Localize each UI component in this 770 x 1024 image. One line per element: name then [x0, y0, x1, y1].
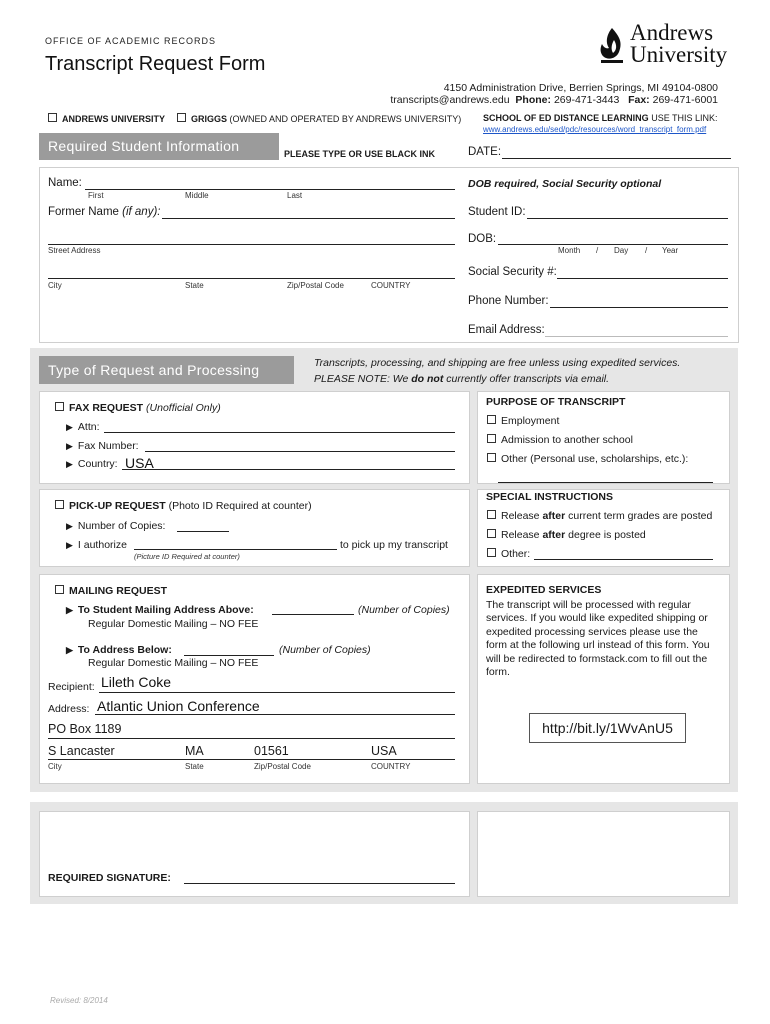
purpose-other-label: Other (Personal use, scholarships, etc.): — [501, 453, 689, 465]
ink-note: PLEASE TYPE OR USE BLACK INK — [284, 149, 436, 159]
copies-label: ▶ Number of Copies: — [66, 520, 165, 532]
name-field[interactable] — [85, 189, 455, 190]
contact-email: transcripts@andrews.edu — [390, 94, 510, 106]
email-address-label: Email Address: — [468, 324, 545, 336]
purpose-other-checkbox[interactable] — [487, 453, 688, 465]
purpose-admission-checkbox[interactable] — [487, 434, 633, 446]
flame-icon — [597, 26, 627, 66]
to-student-copies-field[interactable] — [272, 614, 354, 615]
address-line2-field[interactable] — [48, 738, 455, 739]
andrews-logo — [597, 22, 732, 72]
recipient-field[interactable] — [99, 692, 455, 693]
office-label: OFFICE OF ACADEMIC RECORDS — [45, 36, 217, 46]
former-name-note: (if any): — [122, 206, 161, 218]
special-title: SPECIAL INSTRUCTIONS — [486, 491, 613, 503]
phone-number-field[interactable] — [550, 307, 728, 308]
date-field[interactable] — [502, 158, 731, 159]
dob-slash-2: / — [645, 246, 648, 255]
pickup-request-checkbox[interactable] — [55, 500, 312, 512]
fax-country-label: ▶ Country: — [66, 458, 118, 470]
dob-year-label: Year — [662, 246, 679, 255]
contact-line — [390, 94, 718, 106]
email-address-field[interactable] — [545, 336, 728, 337]
name-middle-label: Middle — [185, 191, 209, 200]
dob-slash-1: / — [596, 246, 599, 255]
purpose-admission-label: Admission to another school — [501, 434, 633, 446]
address-line: 4150 Administration Drive, Berrien Springs, MI 49104-0800 — [443, 82, 718, 94]
release-term-pre: Release — [501, 510, 543, 522]
signature-panel — [39, 811, 470, 897]
special-other-label: Other: — [501, 548, 531, 560]
former-name-text: Former Name — [48, 206, 119, 218]
fax-country-value: USA — [125, 455, 154, 471]
pickup-request-note: (Photo ID Required at counter) — [168, 500, 312, 512]
street-address-label: Street Address — [48, 246, 101, 255]
to-below-copies-field[interactable] — [184, 655, 274, 656]
purpose-employment-label: Employment — [501, 415, 560, 427]
fax-request-checkbox[interactable] — [55, 402, 221, 414]
fax-value: 269-471-6001 — [652, 94, 718, 106]
fax-number-label: ▶ Fax Number: — [66, 440, 139, 452]
fax-request-label: FAX REQUEST — [69, 402, 144, 414]
office-use-panel — [477, 811, 730, 897]
student-info-panel — [39, 167, 739, 343]
release-degree-bold: after — [542, 529, 566, 541]
dob-label: DOB: — [468, 233, 497, 245]
free-note: Transcripts, processing, and shipping are free unless using expedited services. — [314, 357, 681, 369]
email-note-post: currently offer transcripts via email. — [443, 373, 610, 385]
mail-zip-value: 01561 — [254, 744, 289, 758]
page-title: Transcript Request Form — [45, 53, 266, 75]
address-line2-value: PO Box 1189 — [48, 722, 122, 736]
country-label: COUNTRY — [371, 281, 411, 290]
authorize-post: to pick up my transcript — [340, 539, 448, 551]
request-header: Type of Request and Processing — [39, 356, 294, 384]
logo-text-university: University — [630, 42, 728, 67]
zip-label: Zip/Postal Code — [287, 281, 344, 290]
fax-label: Fax: — [628, 94, 650, 106]
dob-day-label: Day — [614, 246, 629, 255]
logo-text-andrews: Andrews — [630, 20, 714, 45]
special-other-checkbox[interactable] — [487, 548, 530, 560]
student-id-label: Student ID: — [468, 206, 526, 218]
expedited-link-button[interactable]: http://bit.ly/1WvAnU5 — [529, 713, 686, 743]
name-label: Name: — [48, 177, 82, 189]
city-label: City — [48, 281, 62, 290]
date-label: DATE: — [468, 146, 502, 158]
authorize-field[interactable] — [134, 549, 337, 550]
authorize-label: ▶ I authorize — [66, 539, 127, 551]
mailing-request-checkbox[interactable] — [55, 585, 167, 597]
address-value: Atlantic Union Conference — [97, 698, 260, 714]
to-below-label: ▶ To Address Below: — [66, 644, 172, 656]
signature-label: REQUIRED SIGNATURE: — [48, 872, 171, 884]
release-term-post: current term grades are posted — [565, 510, 713, 522]
address-field[interactable] — [95, 714, 455, 715]
email-note — [314, 373, 609, 385]
phone-label: Phone: — [515, 94, 552, 106]
griggs-label: GRIGGS — [191, 114, 228, 124]
revised-date: Revised: 8/2014 — [50, 996, 108, 1005]
fax-number-field[interactable] — [145, 451, 455, 452]
griggs-note: (OWNED AND OPERATED BY ANDREWS UNIVERSITY) — [229, 114, 462, 124]
mail-zip-label: Zip/Postal Code — [254, 762, 311, 771]
release-degree-post: degree is posted — [565, 529, 646, 541]
mail-country-label: COUNTRY — [371, 762, 411, 771]
recipient-label: Recipient: — [48, 681, 95, 693]
fax-country-field[interactable] — [122, 469, 455, 470]
fax-request-note: (Unofficial Only) — [146, 402, 221, 414]
dob-month-label: Month — [558, 246, 581, 255]
address-label: Address: — [48, 703, 90, 715]
name-last-label: Last — [287, 191, 303, 200]
street-address-field[interactable] — [48, 244, 455, 245]
purpose-other-field[interactable] — [498, 482, 713, 483]
ssn-field[interactable] — [557, 278, 728, 279]
attn-field[interactable] — [104, 432, 455, 433]
mail-state-value: MA — [185, 744, 204, 758]
student-info-header: Required Student Information — [39, 133, 279, 160]
email-note-pre: PLEASE NOTE: We — [314, 373, 412, 385]
andrews-checkbox[interactable] — [48, 113, 165, 124]
expedited-title: EXPEDITED SERVICES — [486, 584, 602, 596]
former-name-field[interactable] — [162, 218, 455, 219]
release-term-checkbox[interactable] — [487, 510, 712, 522]
sedl-note: USE THIS LINK: — [651, 113, 718, 123]
to-below-copies-note: (Number of Copies) — [279, 644, 371, 656]
mail-country-value: USA — [371, 744, 397, 758]
pickup-request-label: PICK-UP REQUEST — [69, 500, 166, 512]
to-below-regular: Regular Domestic Mailing – NO FEE — [88, 657, 259, 669]
dob-required-note: DOB required, Social Security optional — [468, 178, 662, 190]
state-label: State — [185, 281, 204, 290]
sedl-label: SCHOOL OF ED DISTANCE LEARNING — [483, 113, 649, 123]
sedl-line — [483, 113, 718, 123]
expedited-body: The transcript will be processed with regular services. If you would like expedited shipping or expedited processing services please use the form at the following url instead of this form. You will be redirected to formstack.com to fill out the form. — [486, 599, 710, 679]
to-student-label: ▶ To Student Mailing Address Above: — [66, 604, 254, 616]
release-term-bold: after — [542, 510, 566, 522]
city-state-field[interactable] — [48, 278, 455, 279]
picture-id-note: (Picture ID Required at counter) — [134, 552, 240, 561]
signature-field[interactable] — [184, 883, 455, 884]
andrews-label: ANDREWS UNIVERSITY — [62, 114, 166, 124]
to-student-regular: Regular Domestic Mailing – NO FEE — [88, 618, 259, 630]
purpose-title: PURPOSE OF TRANSCRIPT — [486, 396, 626, 408]
release-degree-pre: Release — [501, 529, 543, 541]
recipient-value: Lileth Coke — [101, 674, 172, 690]
release-degree-checkbox[interactable] — [487, 529, 646, 541]
griggs-checkbox[interactable] — [177, 113, 461, 124]
purpose-employment-checkbox[interactable] — [487, 415, 559, 427]
special-other-field[interactable] — [534, 559, 713, 560]
mail-city-field[interactable] — [48, 759, 455, 760]
to-student-copies-note: (Number of Copies) — [358, 604, 450, 616]
email-note-bold: do not — [411, 373, 444, 385]
ssn-label: Social Security #: — [468, 266, 557, 278]
mail-city-label: City — [48, 762, 62, 771]
dob-field[interactable] — [498, 244, 728, 245]
mailing-request-label: MAILING REQUEST — [69, 585, 168, 597]
former-name-label — [48, 206, 160, 218]
sedl-link[interactable]: www.andrews.edu/sed/pdc/resources/word_transcript_form.pdf — [483, 125, 707, 134]
copies-field[interactable] — [177, 531, 229, 532]
phone-value: 269-471-3443 — [553, 94, 620, 106]
mail-state-label: State — [185, 762, 204, 771]
phone-number-label: Phone Number: — [468, 295, 549, 307]
attn-label: ▶ Attn: — [66, 421, 100, 433]
student-id-field[interactable] — [527, 218, 728, 219]
mail-city-value: S Lancaster — [48, 744, 115, 758]
name-first-label: First — [88, 191, 104, 200]
